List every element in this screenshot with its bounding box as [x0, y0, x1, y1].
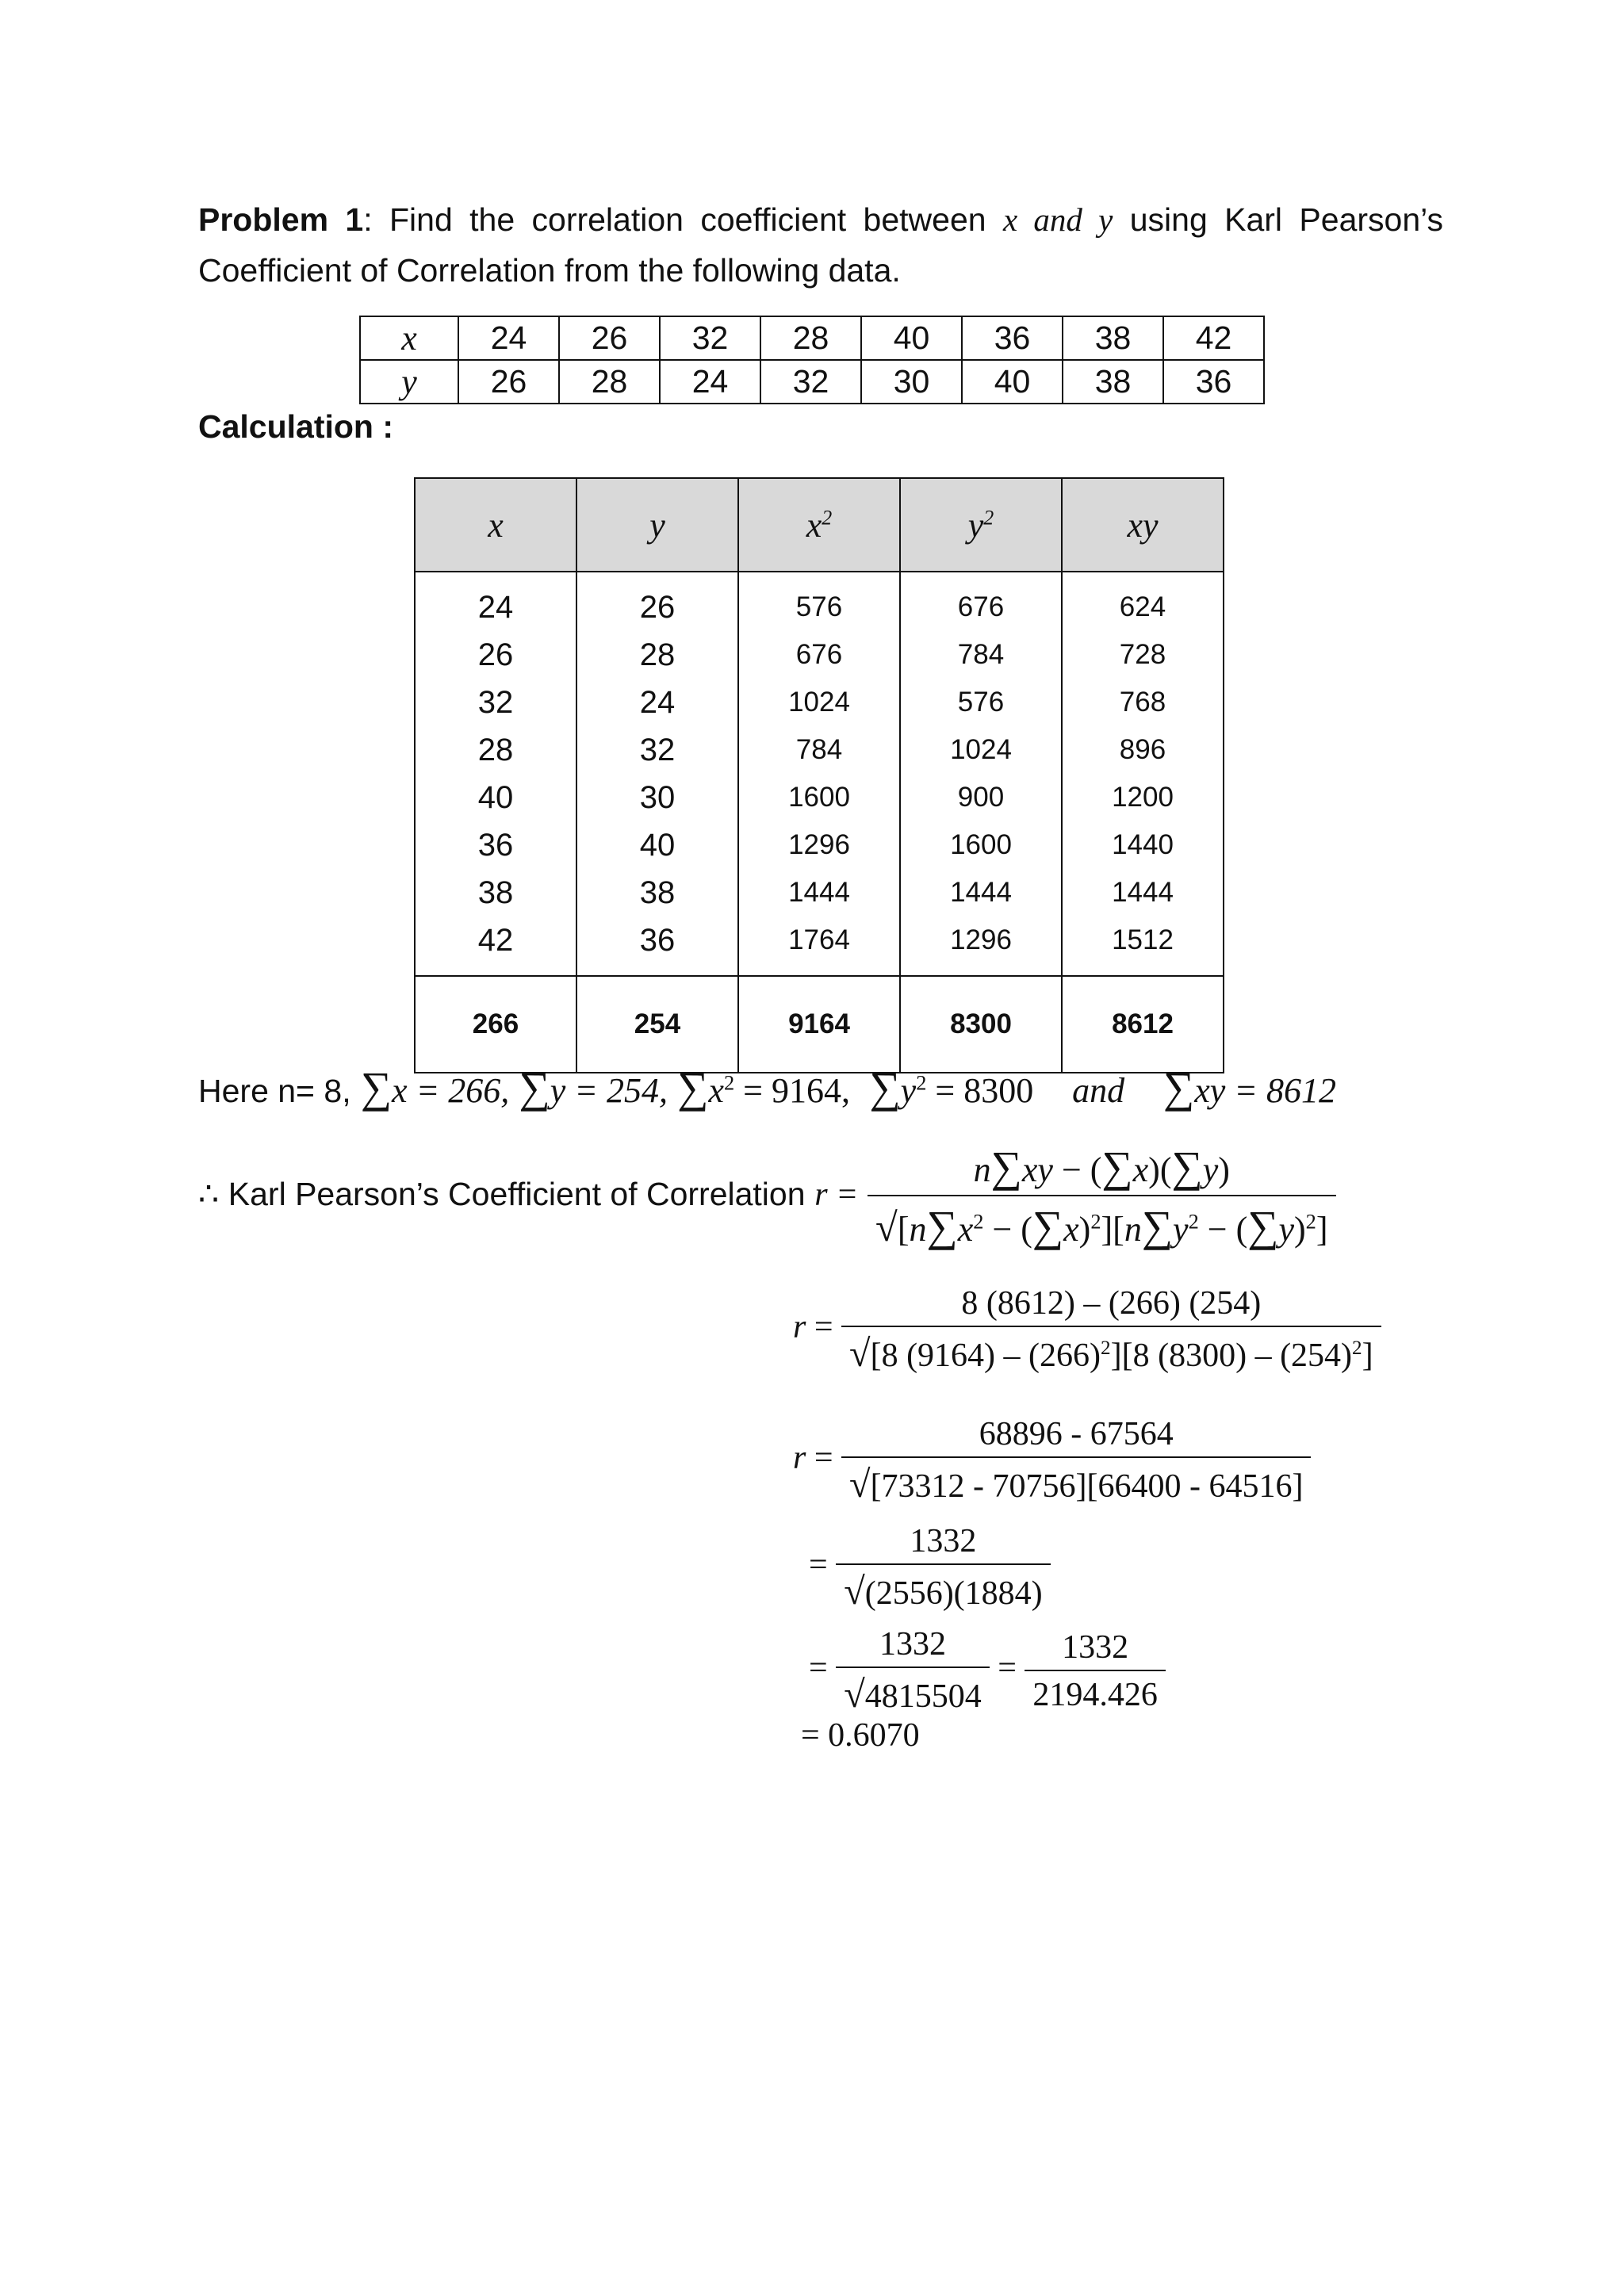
step-1-den-b: 8 (8300) – (254) [1132, 1337, 1353, 1374]
total-cell: 9164 [738, 976, 900, 1073]
step-3-fraction: $\frac{1332}{√(2556)(1884)}$ [836, 1522, 1050, 1613]
calc-cell: 1764 [738, 916, 900, 976]
calc-cell: 36 [415, 821, 576, 869]
step-2-fraction: $\frac{68896 - 67564}{√[73312 - 70756][66400 - 64516]}$ [841, 1415, 1311, 1506]
calc-cell: 896 [1062, 726, 1224, 774]
data-row-x [360, 316, 1264, 360]
header-y: y [576, 478, 738, 572]
calc-cell: 624 [1062, 572, 1224, 631]
data-cell: 30 [861, 360, 962, 404]
data-cell: 24 [458, 316, 559, 360]
calc-row [415, 572, 1224, 631]
data-cell: 28 [559, 360, 660, 404]
calc-cell: 1444 [1062, 869, 1224, 916]
data-cell: 26 [559, 316, 660, 360]
header-y-squared: $y^2$ [900, 478, 1062, 572]
calc-cell: 768 [1062, 679, 1224, 726]
calc-cell: 1600 [900, 821, 1062, 869]
calc-cell: 1296 [900, 916, 1062, 976]
calc-cell: 1024 [738, 679, 900, 726]
totals-row [415, 976, 1224, 1073]
calc-cell: 28 [576, 631, 738, 679]
calc-row [415, 821, 1224, 869]
data-cell: 32 [760, 360, 861, 404]
data-cell: 26 [458, 360, 559, 404]
step-5-denominator: 2194.426 [1025, 1670, 1166, 1714]
calc-cell: 1444 [900, 869, 1062, 916]
step-4-denominator: 4815504 [864, 1678, 982, 1715]
calc-row [415, 679, 1224, 726]
calc-cell: 40 [576, 821, 738, 869]
calc-cell: 42 [415, 916, 576, 976]
calc-cell: 1296 [738, 821, 900, 869]
calc-row [415, 774, 1224, 821]
formula-label: Karl Pearson’s Coefficient of Correlation [228, 1176, 806, 1213]
step-2-numerator: 68896 - 67564 [979, 1416, 1174, 1452]
final-result: = 0.6070 [801, 1717, 920, 1754]
calc-header-row [415, 478, 1224, 572]
calculation-table [414, 477, 1224, 1073]
step-5-fraction [1025, 1628, 1166, 1714]
calc-cell: 1024 [900, 726, 1062, 774]
calc-cell: 28 [415, 726, 576, 774]
therefore-symbol: ∴ [198, 1176, 220, 1213]
step-2-denominator: [73312 - 70756][66400 - 64516] [870, 1468, 1304, 1505]
data-y-label: y [360, 360, 458, 404]
step-4: = $\frac{1332}{√4815504}$ = $\frac{1332}{2194.426}$ [809, 1625, 1166, 1716]
calc-row [415, 916, 1224, 976]
calc-cell: 32 [415, 679, 576, 726]
data-cell: 28 [760, 316, 861, 360]
step-1-fraction: $\frac{8 (8612) - (266) (254)}{√[8 (9164) - (266)^2][8 (8300) - (254)^2]}$ [841, 1284, 1381, 1376]
calc-cell: 728 [1062, 631, 1224, 679]
step-1-numerator: 8 (8612) – (266) (254) [961, 1285, 1262, 1322]
total-cell: 8612 [1062, 976, 1224, 1073]
calc-cell: 784 [738, 726, 900, 774]
sum-xy: xy = 8612 [1194, 1071, 1336, 1110]
data-cell: 38 [1063, 360, 1163, 404]
problem-text-2: using Karl Pearson’s Coefficient of Correlation from the following data. [198, 201, 1443, 289]
step-4-fraction: $\frac{1332}{√4815504}$ [836, 1625, 990, 1716]
data-cell: 32 [660, 316, 760, 360]
data-cell: 40 [861, 316, 962, 360]
calc-cell: 676 [738, 631, 900, 679]
data-row-y [360, 360, 1264, 404]
total-cell: 8300 [900, 976, 1062, 1073]
calc-cell: 30 [576, 774, 738, 821]
calc-cell: 1512 [1062, 916, 1224, 976]
problem-statement [198, 194, 1443, 296]
calc-cell: 576 [900, 679, 1062, 726]
calc-cell: 900 [900, 774, 1062, 821]
sum-y: y = 254, [550, 1071, 668, 1110]
sum-x2: = 9164, [743, 1071, 850, 1110]
calc-cell: 1440 [1062, 821, 1224, 869]
r-equals: r = [814, 1177, 859, 1214]
step-3-denominator: (2556)(1884) [864, 1575, 1043, 1612]
step-2: r = $\frac{68896 - 67564}{√[73312 - 70756][66400 - 64516]}$ [793, 1415, 1311, 1506]
calc-cell: 40 [415, 774, 576, 821]
sum-y2: = 8300 [935, 1071, 1034, 1110]
calc-cell: 26 [415, 631, 576, 679]
data-cell: 36 [962, 316, 1063, 360]
step-1-den-a: 8 (9164) – (266) [881, 1337, 1101, 1374]
header-xy: xy [1062, 478, 1224, 572]
problem-variables: x and y [1002, 201, 1113, 238]
data-cell: 40 [962, 360, 1063, 404]
calc-cell: 784 [900, 631, 1062, 679]
calc-cell: 36 [576, 916, 738, 976]
summary-and: and [1072, 1071, 1125, 1110]
calc-cell: 32 [576, 726, 738, 774]
total-cell: 254 [576, 976, 738, 1073]
calc-row [415, 631, 1224, 679]
step-4-numerator: 1332 [879, 1626, 946, 1663]
calculation-heading: Calculation : [198, 408, 394, 445]
calc-cell: 38 [415, 869, 576, 916]
calc-cell: 1444 [738, 869, 900, 916]
data-cell: 38 [1063, 316, 1163, 360]
step-1: r = $\frac{8 (8612) - (266) (254)}{√[8 (9164) - (266)^2][8 (8300) - (254)^2]}$ [793, 1284, 1381, 1376]
total-cell: 266 [415, 976, 576, 1073]
calc-cell: 38 [576, 869, 738, 916]
calc-cell: 24 [415, 572, 576, 631]
calc-cell: 576 [738, 572, 900, 631]
calc-row [415, 869, 1224, 916]
calc-cell: 1200 [1062, 774, 1224, 821]
step-5-numerator: 1332 [1062, 1628, 1129, 1666]
sum-x: x = 266, [392, 1071, 510, 1110]
data-cell: 24 [660, 360, 760, 404]
header-x-squared: $x^2$ [738, 478, 900, 572]
summary-line: Here n= 8, ∑x = 266, ∑y = 254, $\sum x^2 = 9164$, $\sum y^2 = 8300$ and ∑xy = 8612 [198, 1063, 1336, 1112]
formula-line [198, 1142, 1336, 1251]
calc-row [415, 726, 1224, 774]
calc-cell: 26 [576, 572, 738, 631]
data-cell: 36 [1163, 360, 1264, 404]
problem-text: : Find the correlation coefficient between [363, 201, 986, 238]
header-x: x [415, 478, 576, 572]
summary-prefix: Here n= 8, [198, 1073, 351, 1109]
step-3-numerator: 1332 [910, 1523, 977, 1559]
step-3: = $\frac{1332}{√(2556)(1884)}$ [809, 1522, 1051, 1613]
calc-cell: 1600 [738, 774, 900, 821]
general-formula: $\frac{n\sum xy - (\sum x)(\sum y)}{√[n\sum x^2 - (\sum x)^2][n\sum y^2 - (\sum y)^2]}$ [868, 1142, 1335, 1251]
problem-label: Problem 1 [198, 201, 364, 238]
calc-cell: 676 [900, 572, 1062, 631]
calc-cell: 24 [576, 679, 738, 726]
calc-table-body [415, 572, 1224, 976]
data-x-label: x [360, 316, 458, 360]
data-cell: 42 [1163, 316, 1264, 360]
data-table [359, 316, 1265, 404]
